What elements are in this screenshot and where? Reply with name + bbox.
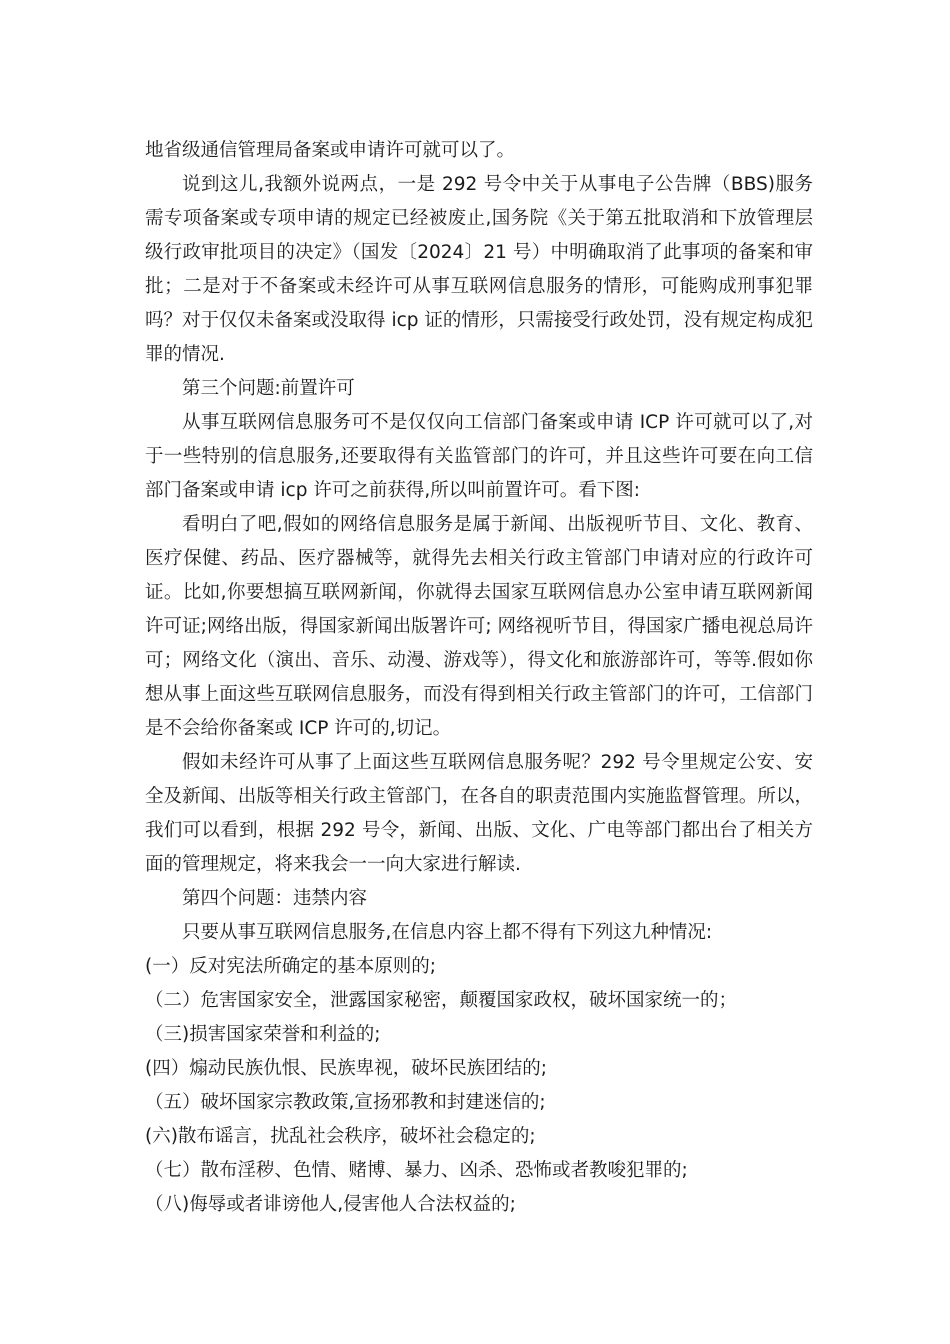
- paragraph-continuation: 地省级通信管理局备案或申请许可就可以了。: [145, 140, 516, 161]
- list-item: (一）反对宪法所确定的基本原则的;: [145, 956, 436, 977]
- list-item: （三)损害国家荣誉和利益的;: [145, 1024, 381, 1045]
- paragraph: 看明白了吧,假如的网络信息服务是属于新闻、出版视听节目、文化、教育、医疗保健、药品、医疗器械等，就得先去相关行政主管部门申请对应的行政许可证。比如,你要想搞互联网新闻，你就得去国家互联网信息办公室申请互联网新闻许可证;网络出版，得国家新闻出版署许可; 网络视听节目，得国家广播电视总局许可；网络文化（演出、音乐、动漫、游戏等），得文化和旅游部许可，等等.假如你想从事上面这些互联网信息服务，而没有得到相关行政主管部门的许可，工信部门是不会给你备案或 ICP 许可的,切记。: [145, 514, 813, 739]
- section-heading: 第四个问题：违禁内容: [182, 888, 368, 909]
- paragraph: 假如未经许可从事了上面这些互联网信息服务呢？292 号令里规定公安、安全及新闻、出版等相关行政主管部门，在各自的职责范围内实施监督管理。所以，我们可以看到，根据 292 号令，新闻、出版、文化、广电等部门都出台了相关方面的管理规定，将来我会一一向大家进行解读.: [145, 752, 813, 875]
- list-item: （五）破坏国家宗教政策,宣扬邪教和封建迷信的;: [145, 1092, 546, 1113]
- paragraph: 说到这儿,我额外说两点，一是 292 号令中关于从事电子公告牌（BBS)服务需专项备案或专项申请的规定已经被废止,国务院《关于第五批取消和下放管理层级行政审批项目的决定》（国发〔2024〕21 号）中明确取消了此事项的备案和审批；二是对于不备案或未经许可从事互联网信息服务的情形，可能购成刑事犯罪吗？对于仅仅未备案或没取得 icp 证的情形，只需接受行政处罚，没有规定构成犯罪的情况.: [145, 174, 813, 365]
- document-body: [145, 134, 813, 1222]
- section-heading: 第三个问题:前置许可: [182, 378, 355, 399]
- list-item: （七）散布淫秽、色情、赌博、暴力、凶杀、恐怖或者教唆犯罪的;: [145, 1160, 688, 1181]
- list-item: （八)侮辱或者诽谤他人,侵害他人合法权益的;: [145, 1194, 516, 1215]
- list-item: (六)散布谣言，扰乱社会秩序，破坏社会稳定的;: [145, 1126, 536, 1147]
- paragraph: 从事互联网信息服务可不是仅仅向工信部门备案或申请 ICP 许可就可以了,对于一些特别的信息服务,还要取得有关监管部门的许可，并且这些许可要在向工信部门备案或申请 icp 许可之前获得,所以叫前置许可。看下图:: [145, 412, 813, 501]
- list-item: （二）危害国家安全，泄露国家秘密，颠覆国家政权，破坏国家统一的；: [145, 990, 738, 1011]
- list-item: (四）煽动民族仇恨、民族卑视，破坏民族团结的;: [145, 1058, 547, 1079]
- paragraph: 只要从事互联网信息服务,在信息内容上都不得有下列这九种情况:: [182, 922, 713, 943]
